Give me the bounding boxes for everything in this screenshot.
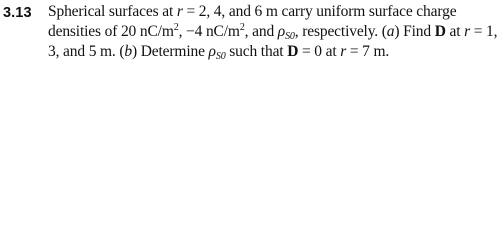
exponent: 2	[239, 22, 245, 33]
text-segment: such that	[225, 43, 288, 60]
variable-rho: ρ	[208, 43, 216, 60]
text-segment: = 1,	[469, 23, 497, 40]
subscript-s0: S0	[285, 31, 295, 42]
vector-d: D	[434, 23, 446, 40]
text-segment: = 0 at	[298, 43, 341, 60]
problem-text-line-3	[48, 43, 389, 61]
problem-statement	[0, 0, 497, 65]
exponent: 2	[173, 22, 179, 33]
text-segment: Spherical surfaces at	[48, 3, 177, 20]
part-label-b: b	[124, 43, 133, 60]
text-segment: , and	[244, 23, 278, 40]
text-segment: densities of 20 nC/m	[48, 23, 174, 40]
variable-r: r	[464, 23, 470, 40]
text-segment: = 7 m.	[346, 43, 390, 60]
part-label-a: a	[386, 23, 395, 40]
text-segment: , −4 nC/m	[178, 23, 240, 40]
vector-d: D	[287, 43, 299, 60]
text-segment: 3, and 5 m. (	[48, 43, 125, 60]
problem-text-line-1	[48, 3, 456, 21]
problem-number: 3.13	[3, 5, 32, 21]
text-segment: , respectively. (	[294, 23, 387, 40]
subscript-s0: S0	[215, 51, 226, 62]
text-segment: = 2, 4, and 6 m carry uniform surface charge	[182, 3, 457, 20]
variable-r: r	[176, 3, 183, 20]
variable-rho: ρ	[277, 23, 286, 40]
text-segment: at	[445, 23, 465, 40]
variable-r: r	[340, 43, 347, 60]
text-segment: ) Determine	[132, 43, 209, 60]
text-segment: ) Find	[394, 23, 435, 40]
problem-text-line-2	[48, 23, 497, 41]
